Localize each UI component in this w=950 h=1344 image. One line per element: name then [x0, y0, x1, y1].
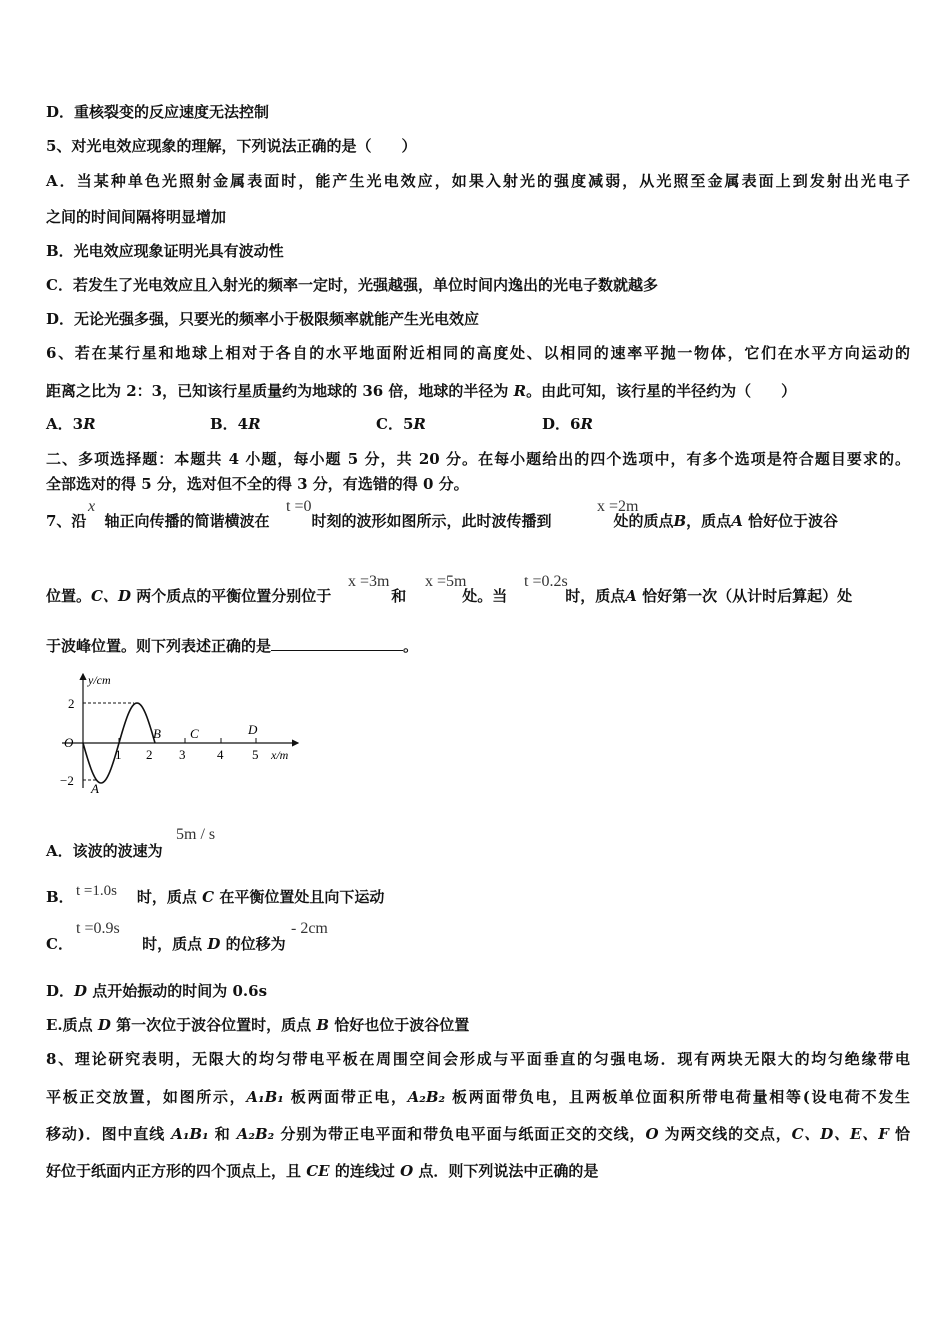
x-tick-label-2: 2 — [146, 747, 153, 762]
math-t09: t =0.9s — [76, 920, 120, 937]
q5-option-a-line2: 之间的时间间隔将明显增加 — [46, 208, 227, 226]
point-B-label: B — [153, 726, 161, 741]
y-tick-2: 2 — [68, 696, 75, 711]
q8-stem-line3: 移动)．图中直线 A₁B₁ 和 A₂B₂ 分别为带正电平面和带负电平面与纸面正交的交线，O 为两交线的交点，C、D、E、F 恰 — [46, 1125, 910, 1143]
math-t0: t =0 — [286, 498, 312, 515]
q4-option-d: D．重核裂变的反应速度无法控制 — [46, 103, 270, 121]
x-tick-label-4: 4 — [217, 747, 224, 762]
q5-stem: 5、对光电效应现象的理解，下列说法正确的是（ ） — [46, 137, 417, 155]
x-tick-label-5: 5 — [252, 747, 259, 762]
math-v: 5m / s — [176, 826, 216, 843]
q7-option-c: C． 时，质点 D 的位移为 — [46, 935, 286, 953]
math-x: x — [88, 498, 96, 515]
math-x5: x =5m — [425, 573, 467, 590]
q7-option-e: E.质点 D 第一次位于波谷位置时，质点 B 恰好也位于波谷位置 — [46, 1016, 470, 1034]
section2-instructions-line2: 全部选对的得 5 分，选对但不全的得 3 分，有选错的得 0 分。 — [46, 475, 469, 493]
wave-graph — [58, 668, 308, 798]
q8-stem-line4: 好位于纸面内正方形的四个顶点上，且 CE 的连线过 O 点．则下列说法中正确的是 — [46, 1162, 599, 1180]
q6-option-d: D．6R — [542, 415, 593, 433]
section2-instructions-line1: 二、多项选择题：本题共 4 小题，每小题 5 分，共 20 分。在每小题给出的四个选项中，有多个选项是符合题目要求的。 — [46, 450, 910, 468]
math-x2: x =2m — [597, 498, 639, 515]
x-ticks — [119, 738, 256, 743]
q7-option-d: D．D 点开始振动的时间为 0.6s — [46, 982, 268, 1000]
point-C-label: C — [190, 726, 199, 741]
q7-option-a: A．该波的波速为 — [46, 842, 163, 860]
q8-stem-line2: 平板正交放置，如图所示，A₁B₁ 板两面带正电，A₂B₂ 板两面带负电，且两板单位面积所带电荷量相等(设电荷不发生 — [46, 1088, 910, 1106]
q6-stem-line1: 6、若在某行星和地球上相对于各自的水平地面附近相同的高度处、以相同的速率平抛一物体，它们在水平方向运动的 — [46, 344, 910, 362]
q8-stem-line1: 8、理论研究表明，无限大的均匀带电平板在周围空间会形成与平面垂直的匀强电场．现有两块无限大的均匀绝缘带电 — [46, 1050, 910, 1068]
q5-option-a-line1: A．当某种单色光照射金属表面时，能产生光电效应，如果入射光的强度减弱，从光照至金属表面上到发射出光电子 — [46, 172, 910, 190]
q5-option-c: C．若发生了光电效应且入射光的频率一定时，光强越强，单位时间内逸出的光电子数就越多 — [46, 276, 658, 294]
y-axis-label: y/cm — [88, 673, 111, 687]
math-t10: t =1.0s — [76, 883, 117, 899]
y-tick-neg2: −2 — [60, 773, 74, 788]
x-tick-label-1: 1 — [115, 747, 122, 762]
answer-blank[interactable] — [271, 636, 403, 651]
q6-option-a: A．3R — [46, 415, 96, 433]
q5-option-b: B．光电效应现象证明光具有波动性 — [46, 242, 284, 260]
q6-stem-line2: 距离之比为 2：3，已知该行星质量约为地球的 36 倍，地球的半径为 R。由此可知，该行星的半径约为（ ） — [46, 382, 797, 400]
origin-label: O — [64, 735, 74, 750]
q5-option-d: D．无论光强多强，只要光的频率小于极限频率就能产生光电效应 — [46, 310, 480, 328]
q7-stem-line2: 位置。C、D 两个质点的平衡位置分别位于 和 处。当 时，质点A 恰好第一次（从计时后算起）处 — [46, 587, 853, 605]
q6-option-b: B．4R — [210, 415, 261, 433]
x-axis-label: x/m — [271, 748, 289, 762]
math-neg2: - 2cm — [291, 920, 328, 937]
q7-option-b: B． 时，质点 C 在平衡位置处且向下运动 — [46, 888, 385, 906]
x-tick-label-3: 3 — [179, 747, 186, 762]
q7-stem-line1: 7、沿 轴正向传播的简谐横波在 时刻的波形如图所示，此时波传播到 处的质点B，质点A 恰好位于波谷 — [46, 512, 839, 530]
point-D-label: D — [248, 722, 258, 737]
point-A-label: A — [91, 781, 99, 796]
q7-stem-line3: 于波峰位置。则下列表述正确的是 。 — [46, 637, 419, 655]
math-x3: x =3m — [348, 573, 390, 590]
q6-option-c: C．5R — [376, 415, 426, 433]
math-t02: t =0.2s — [524, 573, 568, 590]
